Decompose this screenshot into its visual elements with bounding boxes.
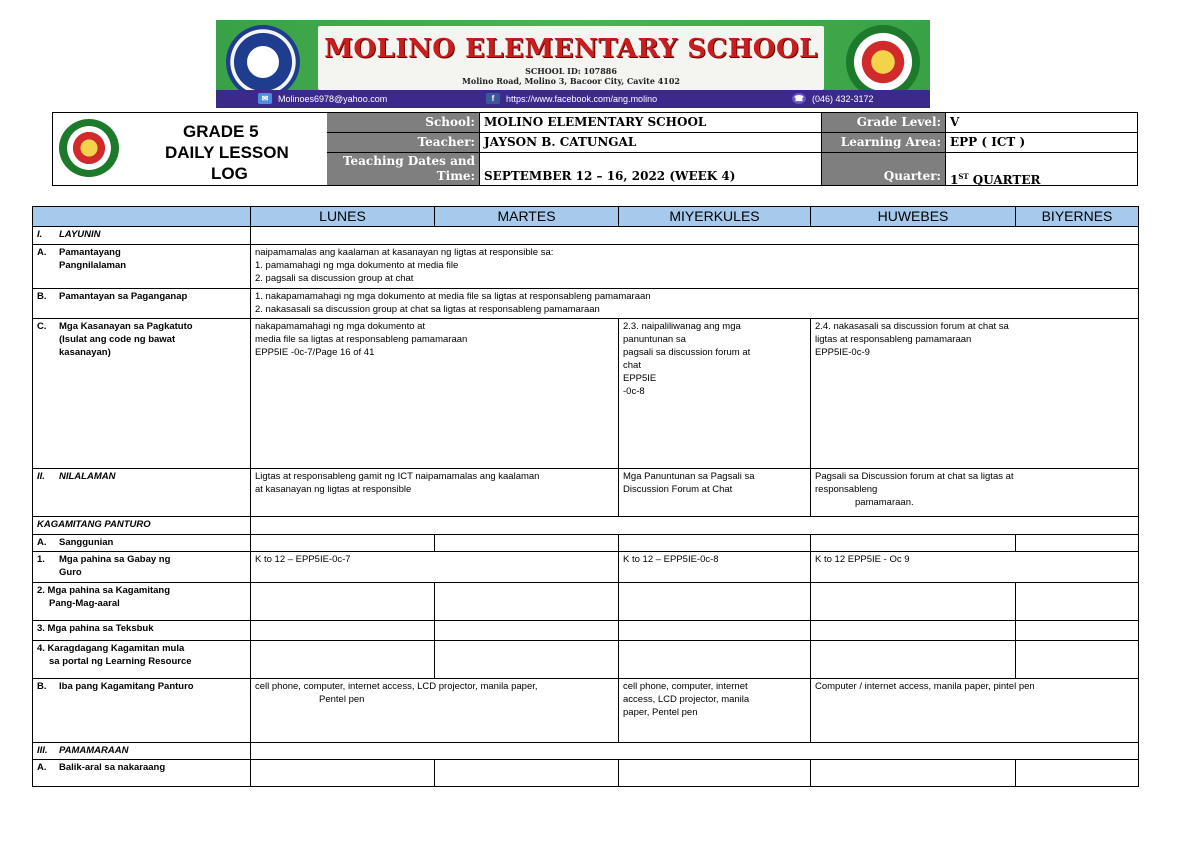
pagganap-content <box>251 289 1139 319</box>
magaaral-martes <box>435 583 619 621</box>
karagdagang-miyerkules <box>619 641 811 679</box>
nilalaman-text: NILALAMAN <box>59 471 116 482</box>
row-gabay-guro <box>33 552 1139 583</box>
quarter-suffix: ST <box>958 172 969 181</box>
row-karagdagang-kagamitan <box>33 641 1139 679</box>
teksbuk-lunes <box>251 621 435 641</box>
facebook-text: https://www.facebook.com/ang.molino <box>506 93 658 104</box>
day-huwebes: HUWEBES <box>811 207 1016 227</box>
kasanayan-miy-6: -0c-8 <box>623 386 645 397</box>
row-pamamaraan <box>33 743 1139 760</box>
lesson-log-table <box>32 206 1139 787</box>
iba-pa-lunes-martes <box>251 679 619 743</box>
nilalaman-miy-1: Mga Panuntunan sa Pagsali sa <box>623 471 755 482</box>
kasanayan-huwebes-biyernes <box>811 319 1139 469</box>
kasanayan-label-2: (Isulat ang code ng bawat <box>59 334 176 345</box>
nilalaman-lunes-2: at kasanayan ng ligtas at responsible <box>255 484 412 495</box>
kasanayan-lunes-1: nakapamamahagi ng mga dokumento at <box>255 321 426 332</box>
teaching-dates-label-2: Time: <box>436 169 475 183</box>
sanggunian-biyernes <box>1016 535 1139 552</box>
kasanayan-lunes-3: EPP5IE -0c-7/Page 16 of 41 <box>255 347 375 358</box>
magaaral-lunes <box>251 583 435 621</box>
gabay-lunes-martes: K to 12 – EPP5IE-0c-7 <box>251 552 619 583</box>
title-line-3: LOG <box>211 164 248 183</box>
magaaral-miyerkules <box>619 583 811 621</box>
iba-pa-text: Iba pang Kagamitang Panturo <box>59 681 194 692</box>
balik-aral-miyerkules <box>619 760 811 787</box>
gabay-miyerkules: K to 12 – EPP5IE-0c-8 <box>619 552 811 583</box>
teacher-label: Teacher: <box>327 133 480 153</box>
layunin-num: I. <box>37 229 43 240</box>
kasanayan-label <box>33 319 251 469</box>
gabay-label-2: Guro <box>59 567 82 578</box>
contact-email <box>258 93 387 104</box>
nilalaman-huw-3: pamamaraan. <box>855 497 914 508</box>
iba-pa-miy-1: cell phone, computer, internet <box>623 681 748 692</box>
iba-pa-num: B. <box>37 681 47 692</box>
deped-seal-icon <box>226 25 300 99</box>
balik-aral-martes <box>435 760 619 787</box>
sanggunian-label <box>33 535 251 552</box>
nilalaman-huw-2: responsableng <box>815 484 878 495</box>
quarter-value <box>946 153 1137 185</box>
banner-address: Molino Road, Molino 3, Bacoor City, Cavite 4102 <box>462 76 680 86</box>
kasanayan-miy-1: 2.3. naipaliliwanag ang mga <box>623 321 741 332</box>
balik-aral-text: Balik-aral sa nakaraang <box>59 762 166 773</box>
teksbuk-label: 3. Mga pahina sa Teksbuk <box>33 621 251 641</box>
learning-area-value: EPP ( ICT ) <box>946 133 1137 153</box>
sanggunian-huwebes <box>811 535 1016 552</box>
dll-header <box>52 112 1138 186</box>
magaaral-label <box>33 583 251 621</box>
nilalaman-miyerkules <box>619 469 811 517</box>
teksbuk-miyerkules <box>619 621 811 641</box>
banner-school-id: SCHOOL ID: 107886 <box>525 66 617 76</box>
layunin-text: LAYUNIN <box>59 229 101 240</box>
contact-bar <box>216 90 930 108</box>
facebook-icon: f <box>486 93 500 104</box>
karagdagang-label <box>33 641 251 679</box>
iba-pa-huwebes-biyernes: Computer / internet access, manila paper, pintel pen <box>811 679 1139 743</box>
balik-aral-biyernes <box>1016 760 1139 787</box>
kasanayan-lunes-martes <box>251 319 619 469</box>
teksbuk-huwebes <box>811 621 1016 641</box>
pagganap-label <box>33 289 251 319</box>
sanggunian-lunes <box>251 535 435 552</box>
nilalaman-lunes-martes <box>251 469 619 517</box>
sanggunian-martes <box>435 535 619 552</box>
pagganap-content-1: 1. nakapamamahagi ng mga dokumento at media file sa ligtas at responsableng pamamaraan <box>255 291 651 302</box>
school-value: MOLINO ELEMENTARY SCHOOL <box>480 113 822 133</box>
pamantayang-label <box>33 245 251 289</box>
kasanayan-miy-3: pagsali sa discussion forum at <box>623 347 751 358</box>
banner-school-name: MOLINO ELEMENTARY SCHOOL <box>324 34 818 64</box>
title-line-1: GRADE 5 <box>183 122 259 141</box>
title-line-2: DAILY LESSON <box>165 143 289 162</box>
day-lunes: LUNES <box>251 207 435 227</box>
pamamaraan-content <box>251 743 1139 760</box>
contact-phone <box>792 93 874 104</box>
teaching-dates-label <box>327 153 480 185</box>
school-label: School: <box>327 113 480 133</box>
day-miyerkules: MIYERKULES <box>619 207 811 227</box>
nilalaman-huw-1: Pagsali sa Discussion forum at chat sa ligtas at <box>815 471 1014 482</box>
pamantayang-label-2: Pangnilalaman <box>59 260 127 271</box>
row-balik-aral <box>33 760 1139 787</box>
magaaral-label-2: Pang-Mag-aaral <box>49 598 120 609</box>
corner-cell <box>33 207 251 227</box>
school-logo-icon <box>59 119 119 177</box>
pamantayang-content-2: 1. pamamahagi ng mga dokumento at media file <box>255 260 459 271</box>
iba-pa-miy-3: paper, Pentel pen <box>623 707 698 718</box>
pamantayang-content-3: 2. pagsali sa discussion group at chat <box>255 273 414 284</box>
kasanayan-miy-5: EPP5IE <box>623 373 657 384</box>
sanggunian-text: Sanggunian <box>59 537 114 548</box>
kasanayan-label-1: Mga Kasanayan sa Pagkatuto <box>59 321 193 332</box>
quarter-text: QUARTER <box>968 173 1041 187</box>
contact-facebook <box>486 93 657 104</box>
phone-text: (046) 432-3172 <box>812 93 874 104</box>
balik-aral-label <box>33 760 251 787</box>
karagdagang-lunes <box>251 641 435 679</box>
row-pamantayang-pangnilalaman <box>33 245 1139 289</box>
kasanayan-label-3: kasanayan) <box>59 347 111 358</box>
school-seal-icon <box>846 25 920 99</box>
kasanayan-num: C. <box>37 321 47 332</box>
karagdagang-huwebes <box>811 641 1016 679</box>
gabay-huwebes-biyernes: K to 12 EPP5IE - Oc 9 <box>811 552 1139 583</box>
nilalaman-label <box>33 469 251 517</box>
gabay-num: 1. <box>37 554 45 565</box>
day-header-row <box>33 207 1139 227</box>
header-info-grid <box>327 113 1137 185</box>
kasanayan-miy-4: chat <box>623 360 641 371</box>
quarter-number: 1 <box>950 173 959 187</box>
row-nilalaman <box>33 469 1139 517</box>
kagamitan-content <box>251 517 1139 535</box>
row-kagamitang-mag-aaral <box>33 583 1139 621</box>
iba-pa-lunes-1: cell phone, computer, internet access, LCD projector, manila paper, <box>255 681 538 692</box>
grade-level-value: V <box>946 113 1137 133</box>
kasanayan-lunes-2: media file sa ligtas at responsableng pamamaraan <box>255 334 468 345</box>
gabay-label-1: Mga pahina sa Gabay ng <box>59 554 171 565</box>
teksbuk-martes <box>435 621 619 641</box>
magaaral-biyernes <box>1016 583 1139 621</box>
layunin-content <box>251 227 1139 245</box>
pamantayang-num: A. <box>37 247 47 258</box>
balik-aral-num: A. <box>37 762 47 773</box>
karagdagang-martes <box>435 641 619 679</box>
row-sanggunian <box>33 535 1139 552</box>
iba-pa-miy-2: access, LCD projector, manila <box>623 694 750 705</box>
pamamaraan-label <box>33 743 251 760</box>
learning-area-label: Learning Area: <box>822 133 946 153</box>
row-kagamitang-panturo <box>33 517 1139 535</box>
teacher-value: JAYSON B. CATUNGAL <box>480 133 822 153</box>
layunin-label <box>33 227 251 245</box>
row-iba-pang-kagamitan <box>33 679 1139 743</box>
kasanayan-huw-1: 2.4. nakasasali sa discussion forum at chat sa <box>815 321 1009 332</box>
header-logo-cell <box>53 113 328 185</box>
kasanayan-miy-2: panuntunan sa <box>623 334 686 345</box>
nilalaman-num: II. <box>37 471 45 482</box>
email-icon: ✉ <box>258 93 272 104</box>
day-martes: MARTES <box>435 207 619 227</box>
grade-level-label: Grade Level: <box>822 113 946 133</box>
iba-pa-label <box>33 679 251 743</box>
nilalaman-huwebes-biyernes <box>811 469 1139 517</box>
nilalaman-miy-2: Discussion Forum at Chat <box>623 484 733 495</box>
school-banner <box>216 20 930 108</box>
kagamitan-label: KAGAMITANG PANTURO <box>33 517 251 535</box>
row-kasanayan <box>33 319 1139 469</box>
row-teksbuk <box>33 621 1139 641</box>
teksbuk-biyernes <box>1016 621 1139 641</box>
teaching-dates-label-1: Teaching Dates and <box>342 154 475 168</box>
pagganap-content-2: 2. nakasasali sa discussion group at chat sa ligtas at responsableng pamamaraan <box>255 304 600 315</box>
kasanayan-huw-2: ligtas at responsableng pamamaraan <box>815 334 972 345</box>
pagganap-text: Pamantayan sa Paganganap <box>59 291 188 302</box>
pamantayang-label-1: Pamantayang <box>59 247 121 258</box>
gabay-label <box>33 552 251 583</box>
magaaral-label-1: 2. Mga pahina sa Kagamitang <box>37 585 171 596</box>
karagdagang-label-2: sa portal ng Learning Resource <box>49 656 192 667</box>
row-layunin <box>33 227 1139 245</box>
nilalaman-lunes-1: Ligtas at responsableng gamit ng ICT naipamamalas ang kaalaman <box>255 471 540 482</box>
balik-aral-lunes <box>251 760 435 787</box>
karagdagang-label-1: 4. Karagdagang Kagamitan mula <box>37 643 185 654</box>
kasanayan-miyerkules <box>619 319 811 469</box>
pamamaraan-num: III. <box>37 745 48 756</box>
magaaral-huwebes <box>811 583 1016 621</box>
kasanayan-huw-3: EPP5IE-0c-9 <box>815 347 870 358</box>
pamantayang-content-1: naipamamalas ang kaalaman at kasanayan ng ligtas at responsible sa: <box>255 247 554 258</box>
sanggunian-miyerkules <box>619 535 811 552</box>
teaching-dates-value: SEPTEMBER 12 – 16, 2022 (WEEK 4) <box>480 153 822 185</box>
balik-aral-huwebes <box>811 760 1016 787</box>
pamantayang-content <box>251 245 1139 289</box>
dll-title <box>145 121 315 184</box>
quarter-label: Quarter: <box>822 153 946 185</box>
phone-icon: ☎ <box>792 93 806 104</box>
sanggunian-num: A. <box>37 537 47 548</box>
karagdagang-biyernes <box>1016 641 1139 679</box>
pagganap-num: B. <box>37 291 47 302</box>
day-biyernes: BIYERNES <box>1016 207 1139 227</box>
email-text: Molinoes6978@yahoo.com <box>278 93 388 104</box>
pamamaraan-text: PAMAMARAAN <box>59 745 129 756</box>
iba-pa-miyerkules <box>619 679 811 743</box>
row-pamantayan-pagganap <box>33 289 1139 319</box>
iba-pa-lunes-2: Pentel pen <box>319 694 365 705</box>
